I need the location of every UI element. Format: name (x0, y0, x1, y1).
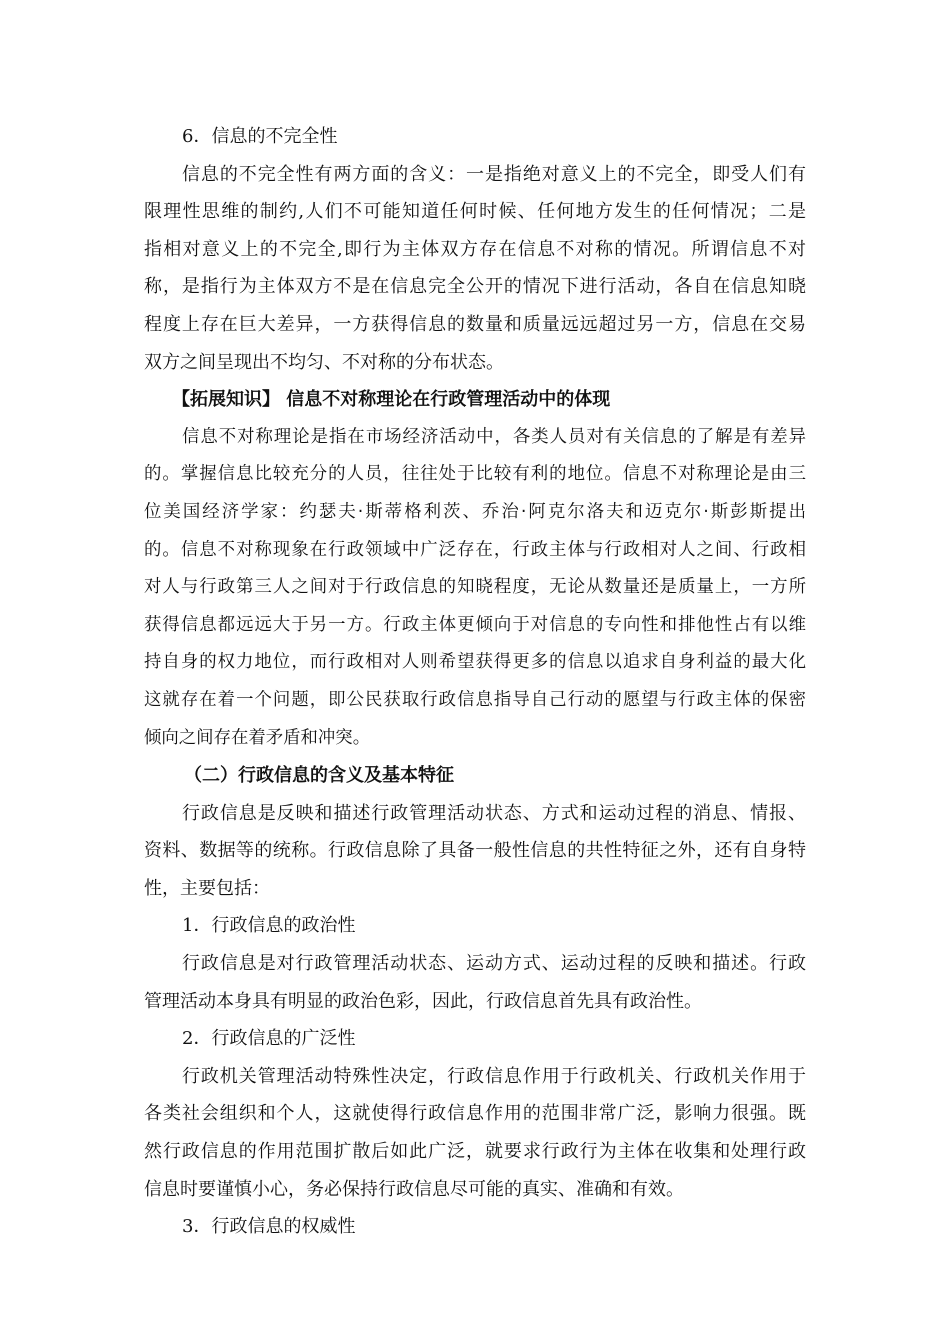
extension-line-8: 这就存在着一个问题，即公民获取行政信息指导自己行动的愿望与行政主体的保密 (144, 689, 806, 710)
section-two-line-3: 性，主要包括： (144, 877, 270, 899)
extension-line-7: 持自身的权力地位，而行政相对人则希望获得更多的信息以追求自身利益的最大化 (144, 652, 806, 673)
section-six-line-6: 双方之间呈现出不均匀、不对称的分布状态。 (144, 351, 504, 373)
item-two-line-3: 然行政信息的作用范围扩散后如此广泛，就要求行政行为主体在收集和处理行政 (144, 1141, 806, 1163)
section-six-line-1: 信息的不完全性有两方面的含义：一是指绝对意义上的不完全，即受人们有 (182, 163, 806, 185)
section-six-line-3: 指相对意义上的不完全,即行为主体双方存在信息不对称的情况。所谓信息不对 (144, 238, 806, 260)
extension-line-4: 的。信息不对称现象在行政领域中广泛存在，行政主体与行政相对人之间、行政相 (144, 539, 806, 560)
section-six-heading: 6．信息的不完全性 (182, 126, 338, 147)
item-one-heading: 1．行政信息的政治性 (182, 915, 356, 937)
item-one-line-1: 行政信息是对行政管理活动状态、运动方式、运动过程的反映和描述。行政 (182, 953, 806, 975)
extension-title: 【拓展知识】 信息不对称理论在行政管理活动中的体现 (172, 389, 611, 411)
item-three-heading: 3．行政信息的权威性 (182, 1216, 356, 1238)
section-two-line-1: 行政信息是反映和描述行政管理活动状态、方式和运动过程的消息、情报、 (182, 802, 806, 824)
section-six-line-5: 程度上存在巨大差异，一方获得信息的数量和质量远远超过另一方，信息在交易 (144, 313, 806, 335)
extension-line-2: 的。掌握信息比较充分的人员，往往处于比较有利的地位。信息不对称理论是由三 (144, 464, 806, 485)
item-two-line-4: 信息时要谨慎小心，务必保持行政信息尽可能的真实、准确和有效。 (144, 1178, 684, 1200)
section-six-line-2: 限理性思维的制约,人们不可能知道任何时候、任何地方发生的任何情况；二是 (144, 201, 806, 223)
document-body (144, 118, 806, 1246)
extension-line-3: 位美国经济学家：约瑟夫·斯蒂格利茨、乔治·阿克尔洛夫和迈克尔·斯彭斯提出 (144, 501, 806, 522)
extension-line-1: 信息不对称理论是指在市场经济活动中，各类人员对有关信息的了解是有差异 (182, 426, 806, 447)
item-two-line-1: 行政机关管理活动特殊性决定，行政信息作用于行政机关、行政机关作用于 (182, 1065, 806, 1087)
item-two-line-2: 各类社会组织和个人，这就使得行政信息作用的范围非常广泛，影响力很强。既 (144, 1103, 806, 1125)
extension-line-9: 倾向之间存在着矛盾和冲突。 (144, 727, 371, 748)
extension-line-5: 对人与行政第三人之间对于行政信息的知晓程度，无论从数量还是质量上，一方所 (144, 577, 806, 598)
extension-line-6: 获得信息都远远大于另一方。行政主体更倾向于对信息的专向性和排他性占有以维 (144, 614, 806, 635)
item-two-heading: 2．行政信息的广泛性 (182, 1028, 356, 1050)
item-one-line-2: 管理活动本身具有明显的政治色彩，因此，行政信息首先具有政治性。 (144, 990, 702, 1012)
section-two-title: （二）行政信息的含义及基本特征 (184, 765, 454, 787)
section-six-line-4: 称，是指行为主体双方不是在信息完全公开的情况下进行活动，各自在信息知晓 (144, 276, 806, 298)
section-two-line-2: 资料、数据等的统称。行政信息除了具备一般性信息的共性特征之外，还有自身特 (144, 840, 806, 862)
